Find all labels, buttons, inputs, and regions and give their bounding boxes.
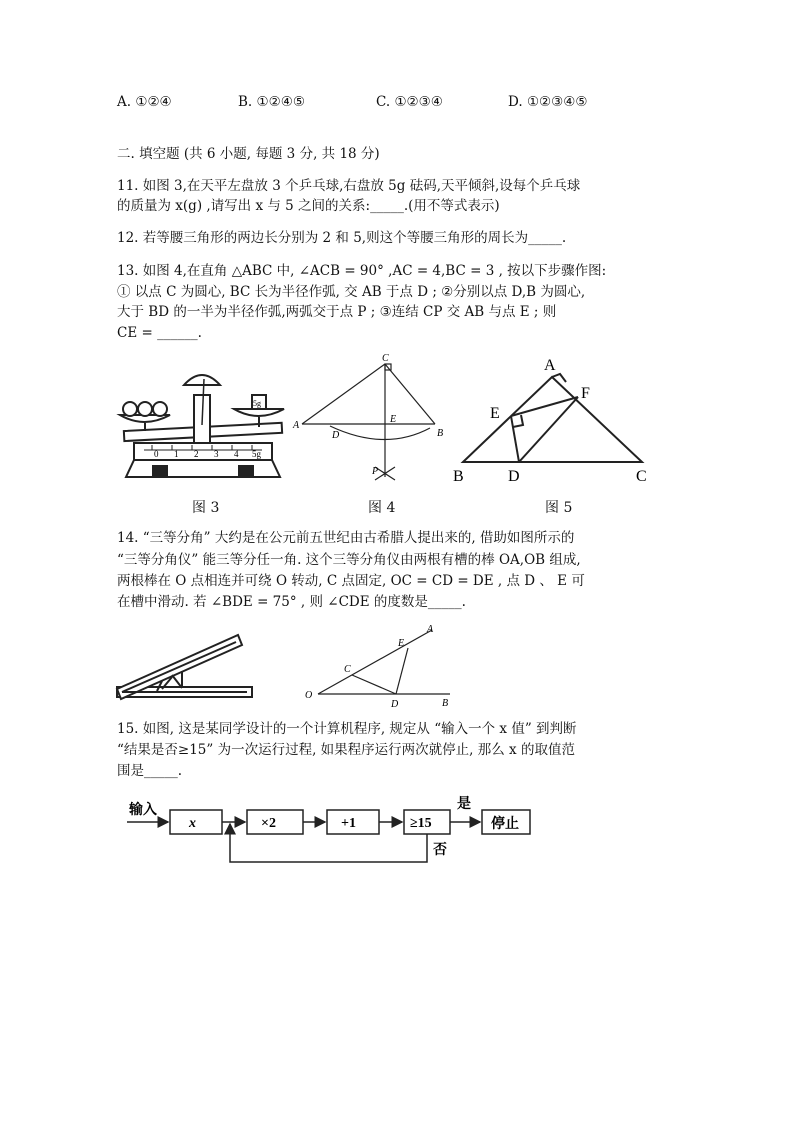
flow-no-label: 否 <box>433 843 447 858</box>
q15-line2: “结果是否≥15” 为一次运行过程, 如果程序运行两次就停止, 那么 x 的取值范 <box>117 742 575 758</box>
fig4-label-e: E <box>390 414 397 425</box>
fig14-label-a: A <box>427 624 434 635</box>
fig14-label-e: E <box>398 638 405 649</box>
figure-5-triangle <box>448 352 648 487</box>
scale-tick-0: 0 <box>154 449 159 459</box>
fig5-label-f: F <box>581 385 590 402</box>
q13-line2: ① 以点 C 为圆心, BC 长为半径作弧, 交 AB 于点 D ; ②分别以点 D,B 为圆心, <box>117 284 586 300</box>
flow-box-x <box>170 810 222 834</box>
fig5-label-a: A <box>544 357 556 374</box>
scale-tick-3: 3 <box>214 449 219 459</box>
q11-line1: 11. 如图 3,在天平左盘放 3 个乒乓球,右盘放 5g 砝码,天平倾斜,设每个乒乓球 <box>117 178 581 194</box>
program-flowchart <box>115 792 545 872</box>
q13-line1: 13. 如图 4,在直角 △ABC 中, ∠ACB = 90° ,AC = 4,BC = 3 , 按以下步骤作图: <box>117 263 607 279</box>
q12-line1: 12. 若等腰三角形的两边长分别为 2 和 5,则这个等腰三角形的周长为_____. <box>117 230 567 246</box>
figure-3-caption: 图 3 <box>192 500 220 516</box>
scale-tick-5: 5g <box>252 449 261 459</box>
option-a: A. ①②④ <box>117 94 172 110</box>
figure-5-caption: 图 5 <box>545 500 573 516</box>
ping-pong-ball-1 <box>123 402 137 416</box>
scale-tick-2: 2 <box>194 449 199 459</box>
flow-yes-label: 是 <box>457 797 471 812</box>
option-c: C. ①②③④ <box>376 94 443 110</box>
fig14-label-b: B <box>442 698 449 708</box>
fig14-label-c: C <box>344 664 351 675</box>
option-b: B. ①②④⑤ <box>238 94 305 110</box>
figure-4-caption: 图 4 <box>368 500 396 516</box>
fig4-label-p: P <box>372 466 379 477</box>
q14-line1: 14. “三等分角” 大约是在公元前五世纪由古希腊人提出来的, 借助如图所示的 <box>117 530 575 546</box>
fig5-label-b: B <box>453 468 464 485</box>
fig4-label-d: D <box>332 430 340 441</box>
ping-pong-ball-2 <box>138 402 152 416</box>
fig5-label-e: E <box>490 405 500 422</box>
flow-box2-text: ×2 <box>261 816 276 831</box>
option-d: D. ①②③④⑤ <box>508 94 588 110</box>
fig5-label-d: D <box>508 468 520 485</box>
flow-input-label: 输入 <box>129 803 157 818</box>
flow-box3-text: +1 <box>341 816 356 831</box>
fig5-label-c: C <box>636 468 647 485</box>
fig14-label-d: D <box>391 699 399 708</box>
q13-line4: CE = ______. <box>117 325 202 341</box>
weight-label: 5g <box>253 399 261 408</box>
section-title: 二. 填空题 (共 6 小题, 每题 3 分, 共 18 分) <box>117 146 380 162</box>
scale-tick-1: 1 <box>174 449 179 459</box>
q14-line2: “三等分角仪” 能三等分任一角. 这个三等分角仪由两根有槽的棒 OA,OB 组成, <box>117 552 581 568</box>
flow-box1-text: x <box>189 816 196 831</box>
scale-tick-4: 4 <box>234 449 239 459</box>
flow-stop-text: 停止 <box>491 817 519 832</box>
figure-4-construction <box>290 352 450 487</box>
fig4-label-a: A <box>293 420 300 431</box>
fig4-label-c: C <box>382 353 389 364</box>
q11-line2: 的质量为 x(g) ,请写出 x 与 5 之间的关系:_____.(用不等式表示) <box>117 198 500 214</box>
fig14-label-o: O <box>305 690 313 701</box>
ping-pong-ball-3 <box>153 402 167 416</box>
fig4-label-b: B <box>437 428 444 439</box>
figure-3-balance <box>112 365 292 487</box>
flow-box4-text: ≥15 <box>410 816 432 831</box>
trisector-device <box>112 627 257 705</box>
q13-line3: 大于 BD 的一半为半径作弧,两弧交于点 P ; ③连结 CP 交 AB 与点 E ; 则 <box>117 304 557 320</box>
q15-line1: 15. 如图, 这是某同学设计的一个计算机程序, 规定从 “输入一个 x 值” 到判断 <box>117 721 577 737</box>
q14-line4: 在槽中滑动. 若 ∠BDE = 75° , 则 ∠CDE 的度数是_____. <box>117 594 466 610</box>
q14-line3: 两根棒在 O 点相连并可绕 O 转动, C 点固定, OC = CD = DE , 点 D 、 E 可 <box>117 573 585 589</box>
figure-14-angle <box>300 620 460 708</box>
q15-line3: 围是_____. <box>117 763 183 779</box>
